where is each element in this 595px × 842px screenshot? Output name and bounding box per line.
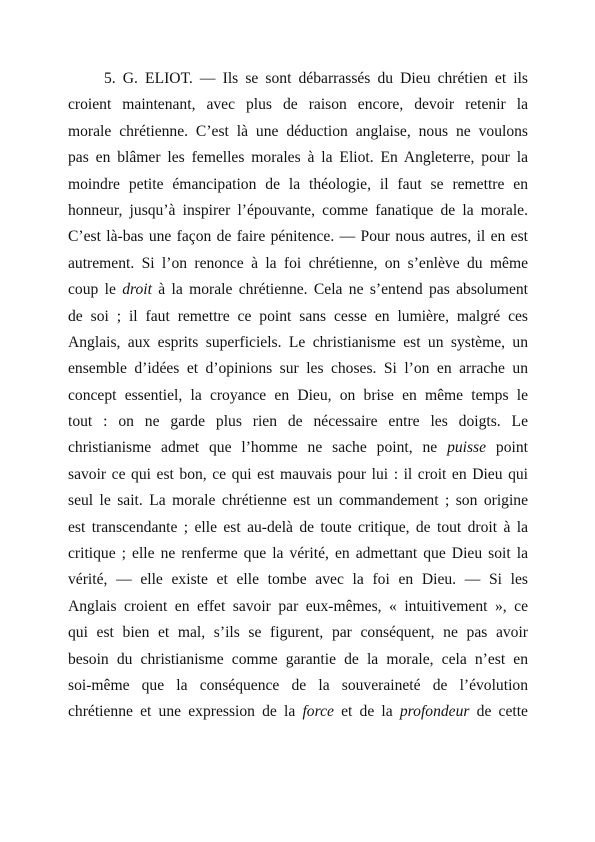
italic-span: profondeur [399, 703, 470, 721]
text-span: point [486, 439, 528, 457]
text-span: qui est bien et mal, s’ils se figurent, par conséquent, ne pas avoir [68, 624, 528, 642]
text-span: C’est là-bas une façon de faire pénitence. — Pour nous autres, il en est [68, 228, 528, 246]
text-line [68, 541, 528, 567]
text-line [68, 567, 528, 593]
text-line [68, 119, 528, 145]
italic-span: droit [122, 281, 152, 299]
text-span: autrement. Si l’on renonce à la foi chrétienne, on s’enlève du même [68, 254, 528, 272]
text-span: de cette [469, 703, 528, 721]
text-span: ensemble d’idées et d’opinions sur les choses. Si l’on en arrache un [68, 360, 528, 378]
text-line [68, 620, 528, 646]
text-span: chrétienne et une expression de la [68, 703, 303, 721]
italic-span: force [302, 703, 334, 721]
text-span: croient maintenant, avec plus de raison encore, devoir retenir la [68, 96, 528, 114]
text-line [68, 277, 528, 303]
text-span: pas en blâmer les femelles morales à la Eliot. En Angleterre, pour la [68, 149, 528, 167]
text-span: seul le sait. La morale chrétienne est un commandement ; son origine [68, 492, 528, 510]
text-span: et de la [333, 703, 400, 721]
text-line [68, 409, 528, 435]
text-span: tout : on ne garde plus rien de nécessaire entre les doigts. Le [68, 413, 528, 431]
text-span: honneur, jusqu’à inspirer l’épouvante, comme fanatique de la morale. [68, 201, 528, 219]
text-line [68, 224, 528, 250]
body-paragraph [68, 66, 528, 726]
text-span: besoin du christianisme comme garantie de la morale, cela n’est en [68, 650, 528, 668]
italic-span: puisse [447, 439, 487, 457]
text-line [68, 383, 528, 409]
document-page [68, 66, 528, 726]
text-line [68, 594, 528, 620]
text-line [68, 330, 528, 356]
text-span: Anglais, aux esprits superficiels. Le christianisme est un système, un [68, 333, 528, 351]
text-line [68, 356, 528, 382]
text-line [68, 145, 528, 171]
text-span: savoir ce qui est bon, ce qui est mauvais pour lui : il croit en Dieu qui [68, 465, 528, 483]
text-span: coup le [68, 281, 123, 299]
text-line [68, 251, 528, 277]
text-line [68, 699, 528, 725]
text-span: christianisme admet que l’homme ne sache point, ne [68, 439, 448, 457]
text-line [68, 198, 528, 224]
text-line [68, 647, 528, 673]
text-span: est transcendante ; elle est au-delà de toute critique, de tout droit à la [68, 518, 528, 536]
text-span: morale chrétienne. C’est là une déduction anglaise, nous ne voulons [68, 122, 528, 140]
text-line [68, 172, 528, 198]
text-line [68, 515, 528, 541]
text-span: de soi ; il faut remettre ce point sans cesse en lumière, malgré ces [68, 307, 528, 325]
text-line [68, 488, 528, 514]
text-span: critique ; elle ne renferme que la vérité, en admettant que Dieu soit la [68, 545, 528, 563]
text-span: vérité, — elle existe et elle tombe avec la foi en Dieu. — Si les [68, 571, 528, 589]
text-span: concept essentiel, la croyance en Dieu, on brise en même temps le [68, 386, 528, 404]
text-span: 5. G. ELIOT. — Ils se sont débarrassés du Dieu chrétien et ils [104, 70, 528, 87]
text-line [68, 435, 528, 461]
text-line [68, 304, 528, 330]
text-span: Anglais croient en effet savoir par eux-mêmes, « intuitivement », ce [68, 597, 528, 615]
text-line [68, 673, 528, 699]
text-line [68, 92, 528, 118]
text-line [68, 462, 528, 488]
text-span: soi-même que la conséquence de la souveraineté de l’évolution [68, 676, 528, 694]
text-span: à la morale chrétienne. Cela ne s’entend pas absolument [151, 281, 528, 299]
text-span: moindre petite émancipation de la théologie, il faut se remettre en [68, 175, 528, 193]
text-line [68, 66, 528, 92]
